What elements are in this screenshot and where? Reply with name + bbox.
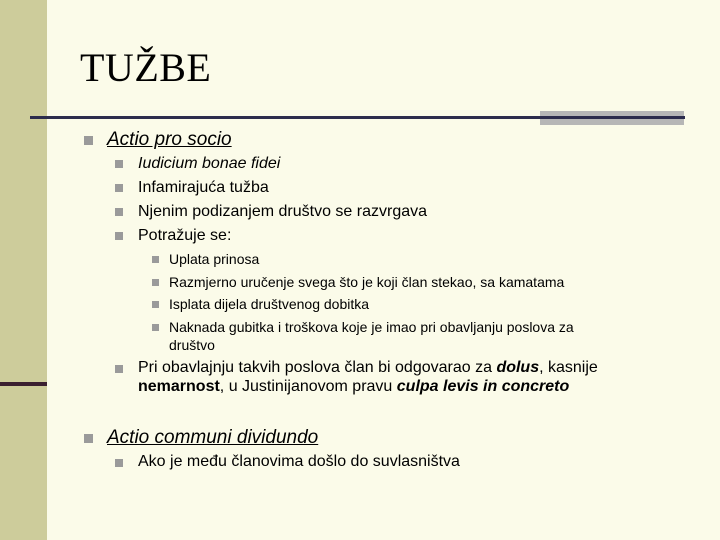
- list-item: Infamirajuća tužba: [138, 179, 269, 196]
- emphasis-culpa: culpa levis in concreto: [396, 378, 570, 395]
- left-decorative-band: [0, 0, 47, 540]
- bullet-square-icon: [84, 434, 93, 443]
- sub-list-item: Naknada gubitka i troškova koje je imao pri obavljanju poslova za: [169, 319, 574, 335]
- bullet-square-icon: [115, 459, 123, 467]
- list-item: Potražuje se:: [138, 227, 232, 244]
- sub-list-item: Uplata prinosa: [169, 251, 260, 267]
- bullet-square-icon: [115, 160, 123, 168]
- list-item-continuation: [138, 378, 569, 396]
- text-run: , u Justinijanovom pravu: [219, 378, 397, 395]
- list-item: Njenim podizanjem društvo se razvrgava: [138, 203, 428, 220]
- bullet-square-icon: [152, 301, 159, 308]
- section-heading-actio-communi-dividundo: Actio communi dividundo: [107, 427, 319, 448]
- list-item: Ako je među članovima došlo do suvlasništva: [138, 453, 460, 470]
- slide-title: TUŽBE: [80, 45, 212, 90]
- text-run: Pri obavlajnju takvih poslova član bi odgovarao za: [138, 359, 497, 376]
- bullet-square-icon: [84, 136, 93, 145]
- title-rule: [30, 116, 685, 119]
- left-band-rule: [0, 382, 47, 386]
- bullet-square-icon: [152, 324, 159, 331]
- list-item: [138, 359, 598, 377]
- bullet-square-icon: [115, 184, 123, 192]
- emphasis-nemarnost: nemarnost: [138, 378, 220, 395]
- text-run: , kasnije: [539, 359, 598, 376]
- list-item: Iudicium bonae fidei: [138, 155, 281, 172]
- sub-list-item: Razmjerno uručenje svega što je koji član stekao, sa kamatama: [169, 274, 565, 290]
- bullet-square-icon: [115, 208, 123, 216]
- emphasis-dolus: dolus: [496, 359, 540, 376]
- sub-list-item: Isplata dijela društvenog dobitka: [169, 296, 370, 312]
- bullet-square-icon: [152, 256, 159, 263]
- section-heading-actio-pro-socio: Actio pro socio: [107, 129, 232, 150]
- sub-list-item-continuation: društvo: [169, 337, 215, 353]
- bullet-square-icon: [152, 279, 159, 286]
- bullet-square-icon: [115, 365, 123, 373]
- bullet-square-icon: [115, 232, 123, 240]
